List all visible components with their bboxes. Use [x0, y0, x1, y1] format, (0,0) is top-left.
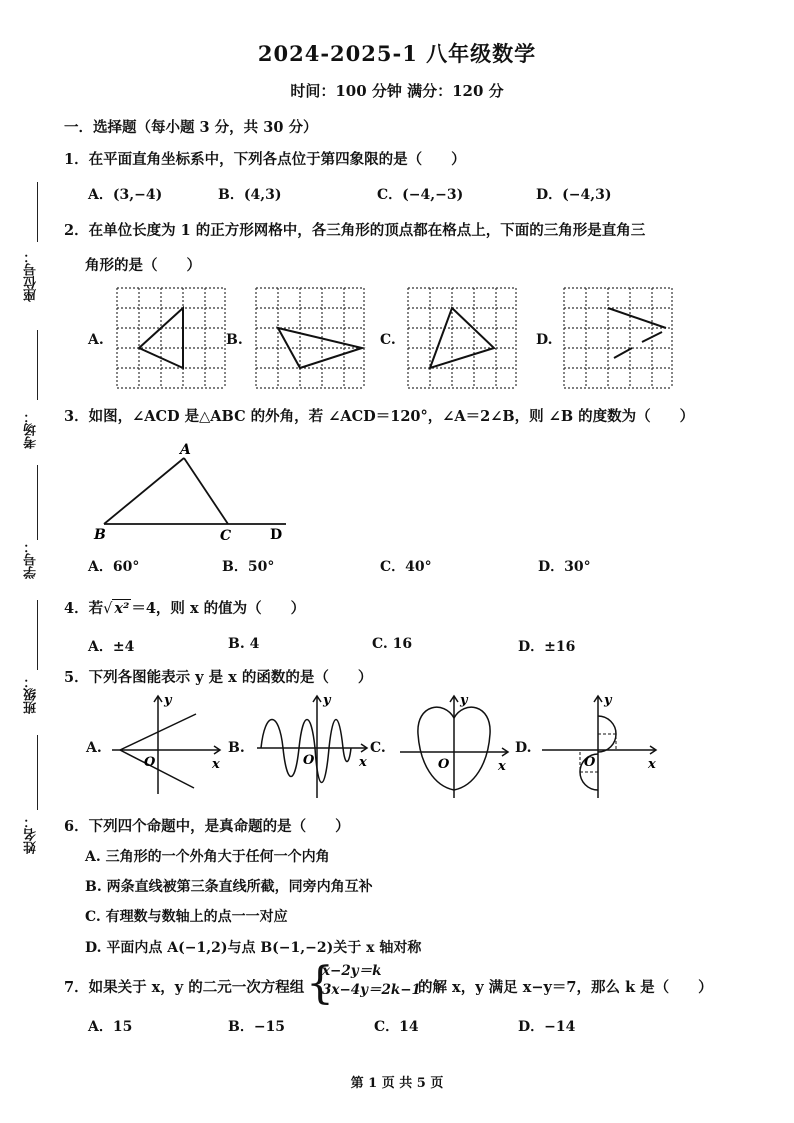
q5b-wave [261, 720, 351, 783]
student-id-line [37, 465, 38, 540]
q2-triangle-d [608, 308, 666, 358]
q2-grid-c [406, 286, 518, 392]
name-line [37, 735, 38, 810]
svg-text:O: O [144, 755, 156, 770]
q3-label-d: D [270, 527, 283, 543]
svg-text:x: x [498, 759, 506, 774]
svg-text:y: y [460, 693, 468, 708]
svg-text:y: y [164, 693, 172, 708]
q5-label-a: A. [86, 740, 102, 756]
q3-option-b: B．50° [222, 559, 275, 575]
name-label: 姓名： [24, 815, 39, 854]
q2-stem-line1: 2．在单位长度为 1 的正方形网格中，各三角形的顶点都在格点上，下面的三角形是直角三 [64, 222, 646, 239]
q5-graph-b [255, 690, 373, 802]
q1-option-c: C．(−4,−3) [377, 187, 464, 203]
q1-stem: 1．在平面直角坐标系中，下列各点位于第四象限的是（ ） [64, 151, 466, 168]
svg-text:y: y [323, 693, 331, 708]
q7-eq2: 3x−4y＝2k−1 [322, 982, 421, 998]
q5-label-c: C. [370, 740, 386, 756]
q4-stem-suffix: ＝4，则 x 的值为（ ） [131, 600, 306, 617]
q4-radical-sign: √ [103, 601, 113, 617]
svg-text:x: x [648, 757, 656, 772]
q6-option-d: D. 平面内点 A(−1,2)与点 B(−1,−2)关于 x 轴对称 [85, 940, 422, 956]
q1-option-b: B．(4,3) [218, 187, 282, 203]
class-label: 班级： [24, 675, 39, 714]
q7-stem-prefix: 7．如果关于 x，y 的二元一次方程组 [64, 979, 305, 996]
q5-label-b: B. [228, 740, 245, 756]
q7-system [322, 962, 421, 1000]
q5a-lower-ray [120, 750, 194, 788]
seat-line [37, 182, 38, 242]
q4-stem-prefix: 4．若 [64, 600, 104, 617]
q6-option-c: C. 有理数与数轴上的点一一对应 [85, 909, 288, 925]
q4-option-c: C. 16 [372, 636, 413, 652]
q7-option-a: A．15 [88, 1019, 133, 1035]
q3-side-ab [104, 458, 184, 524]
q5-graph-c [398, 690, 516, 800]
exam-info: 时间：100 分钟 满分：120 分 [290, 82, 504, 100]
q2-triangle-c [430, 308, 494, 368]
q3-label-a: A [180, 442, 191, 458]
q4-option-a: A．±4 [88, 639, 135, 655]
seat-label: 座位号： [24, 250, 39, 302]
q7-option-d: D．−14 [518, 1019, 576, 1035]
q2-label-a: A. [88, 332, 104, 348]
q7-eq1: x−2y＝k [322, 963, 382, 979]
q7-stem-suffix: 的解 x，y 满足 x−y＝7，那么 k 是（ ） [418, 979, 713, 996]
q3-side-ac [184, 458, 228, 524]
q4-radicand: x² [114, 600, 130, 617]
q2-grid-b [254, 286, 366, 392]
q3-label-c: C [220, 528, 232, 544]
q2-label-c: C. [380, 332, 396, 348]
q2-label-d: D. [536, 332, 553, 348]
section-heading: 一．选择题（每小题 3 分，共 30 分） [64, 119, 318, 136]
q7-brace: { [306, 958, 334, 1009]
page-number: 第 1 页 共 5 页 [350, 1076, 444, 1091]
svg-text:O: O [303, 753, 315, 768]
q3-figure [90, 440, 300, 545]
q6-option-a: A. 三角形的一个外角大于任何一个内角 [85, 849, 330, 865]
q6-option-b: B. 两条直线被第三条直线所截，同旁内角互补 [85, 879, 373, 895]
q2-grid-d [562, 286, 674, 392]
q3-label-b: B [94, 527, 106, 543]
class-line [37, 600, 38, 670]
q5-graph-d [540, 690, 662, 800]
q7-option-b: B．−15 [228, 1019, 286, 1035]
svg-text:x: x [212, 757, 220, 772]
q5-label-d: D. [515, 740, 532, 756]
student-id-label: 学号： [24, 540, 39, 579]
q1-option-a: A．(3,−4) [88, 187, 163, 203]
q4-stem [64, 597, 305, 618]
q5-stem: 5．下列各图能表示 y 是 x 的函数的是（ ） [64, 669, 373, 686]
svg-text:O: O [584, 755, 596, 770]
room-label: 考场： [24, 410, 39, 449]
q1-option-d: D．(−4,3) [536, 187, 612, 203]
room-line [37, 330, 38, 400]
q5-graph-a [108, 690, 226, 800]
svg-text:y: y [604, 693, 612, 708]
q7-option-c: C．14 [374, 1019, 419, 1035]
page-title: 2024-2025-1 八年级数学 [257, 41, 537, 66]
q3-stem: 3．如图，∠ACD 是△ABC 的外角，若 ∠ACD＝120°，∠A＝2∠B，则 ∠B 的度数为（ ） [64, 408, 695, 425]
q2-stem-line2: 角形的是（ ） [85, 257, 201, 274]
q3-option-d: D．30° [538, 559, 591, 575]
q4-option-b: B. 4 [228, 636, 260, 652]
q4-option-d: D．±16 [518, 639, 576, 655]
q3-option-c: C．40° [380, 559, 432, 575]
q2-grid-a [115, 286, 227, 392]
svg-text:O: O [438, 757, 450, 772]
q6-stem: 6．下列四个命题中，是真命题的是（ ） [64, 818, 350, 835]
q2-label-b: B. [226, 332, 243, 348]
q3-option-a: A．60° [88, 559, 140, 575]
svg-text:x: x [359, 755, 367, 770]
